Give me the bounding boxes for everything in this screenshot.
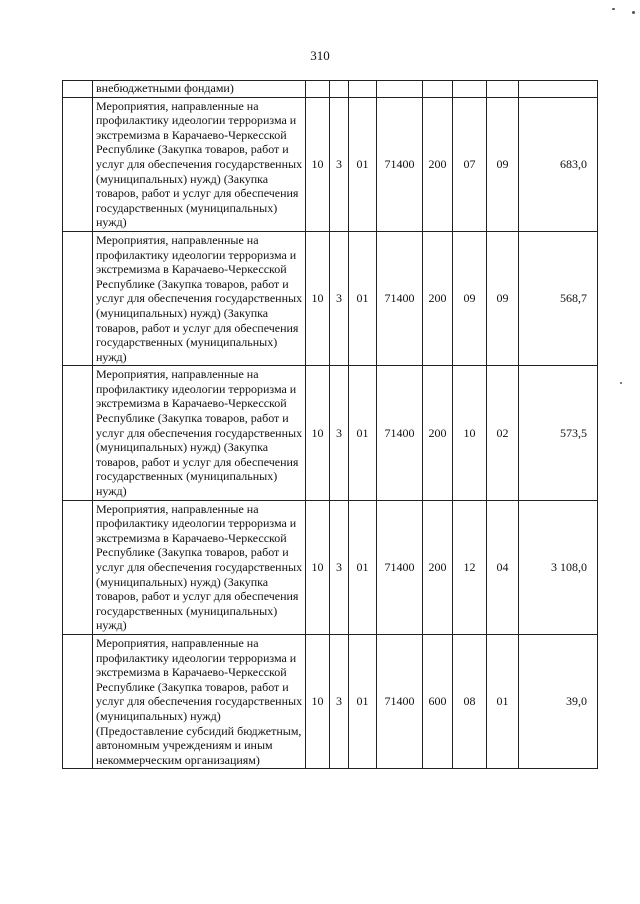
empty-cell [519,81,598,98]
amount-cell: 573,5 [519,366,598,500]
subsection-cell: 01 [487,634,519,768]
target-article-cell: 71400 [377,500,423,634]
subsection-cell: 04 [487,500,519,634]
code-cell: 3 [330,634,349,768]
scan-speck [620,382,622,384]
code-cell: 01 [349,366,377,500]
budget-table [62,80,598,769]
code-cell: 01 [349,634,377,768]
amount-cell: 39,0 [519,634,598,768]
target-article-cell: 71400 [377,97,423,231]
code-cell: 10 [306,500,330,634]
empty-cell [453,81,487,98]
expense-type-cell: 200 [423,500,453,634]
table-row [63,366,598,500]
target-article-cell: 71400 [377,366,423,500]
table-row [63,97,598,231]
section-cell: 08 [453,634,487,768]
subsection-cell: 09 [487,97,519,231]
empty-cell [487,81,519,98]
empty-cell [63,634,93,768]
table-row-continuation [63,81,598,98]
page-number: 310 [310,48,330,63]
amount-cell: 3 108,0 [519,500,598,634]
empty-cell [63,500,93,634]
section-cell: 07 [453,97,487,231]
target-article-cell: 71400 [377,634,423,768]
empty-cell [63,366,93,500]
expense-name-cell: Мероприятия, направленные на профилактику идеологии терроризма и экстремизма в Карачаево-Черкесской Республике (Закупка товаров, работ и услуг для обеспечения государственных (муниципальных) нужд) (Закупка товаров, работ и услуг для обеспечения государственных (муниципальных) нужд) [93,231,306,365]
code-cell: 01 [349,500,377,634]
table-row [63,500,598,634]
amount-cell: 683,0 [519,97,598,231]
code-cell: 01 [349,97,377,231]
expense-type-cell: 200 [423,366,453,500]
empty-cell [63,97,93,231]
empty-cell [349,81,377,98]
empty-cell [306,81,330,98]
amount-cell: 568,7 [519,231,598,365]
code-cell: 01 [349,231,377,365]
expense-name-cell: Мероприятия, направленные на профилактику идеологии терроризма и экстремизма в Карачаево-Черкесской Республике (Закупка товаров, работ и услуг для обеспечения государственных (муниципальных) нужд) (Закупка товаров, работ и услуг для обеспечения государственных (муниципальных) нужд) [93,500,306,634]
expense-type-cell: 200 [423,97,453,231]
code-cell: 10 [306,231,330,365]
empty-cell [330,81,349,98]
code-cell: 3 [330,97,349,231]
expense-type-cell: 200 [423,231,453,365]
scan-speck [612,8,615,10]
code-cell: 10 [306,634,330,768]
code-cell: 10 [306,97,330,231]
table-row [63,231,598,365]
code-cell: 3 [330,366,349,500]
empty-cell [377,81,423,98]
expense-name-cell: Мероприятия, направленные на профилактику идеологии терроризма и экстремизма в Карачаево-Черкесской Республике (Закупка товаров, работ и услуг для обеспечения государственных (муниципальных) нужд) (Закупка товаров, работ и услуг для обеспечения государственных (муниципальных) нужд) [93,97,306,231]
section-cell: 12 [453,500,487,634]
table-row [63,634,598,768]
empty-cell [63,231,93,365]
code-cell: 3 [330,500,349,634]
code-cell: 10 [306,366,330,500]
budget-table-body [63,81,598,769]
scan-speck [632,11,635,14]
subsection-cell: 02 [487,366,519,500]
subsection-cell: 09 [487,231,519,365]
empty-cell [63,81,93,98]
empty-cell [423,81,453,98]
expense-name-cell: Мероприятия, направленные на профилактику идеологии терроризма и экстремизма в Карачаево-Черкесской Республике (Закупка товаров, работ и услуг для обеспечения государственных (муниципальных) нужд) (Закупка товаров, работ и услуг для обеспечения государственных (муниципальных) нужд) [93,366,306,500]
target-article-cell: 71400 [377,231,423,365]
code-cell: 3 [330,231,349,365]
section-cell: 10 [453,366,487,500]
expense-name-cell: Мероприятия, направленные на профилактику идеологии терроризма и экстремизма в Карачаево-Черкесской Республике (Закупка товаров, работ и услуг для обеспечения государственных (муниципальных) нужд) (Предоставление субсидий бюджетным, автономным учреждениям и иным некоммерческим организациям) [93,634,306,768]
section-cell: 09 [453,231,487,365]
expense-name-cell: внебюджетными фондами) [93,81,306,98]
expense-type-cell: 600 [423,634,453,768]
